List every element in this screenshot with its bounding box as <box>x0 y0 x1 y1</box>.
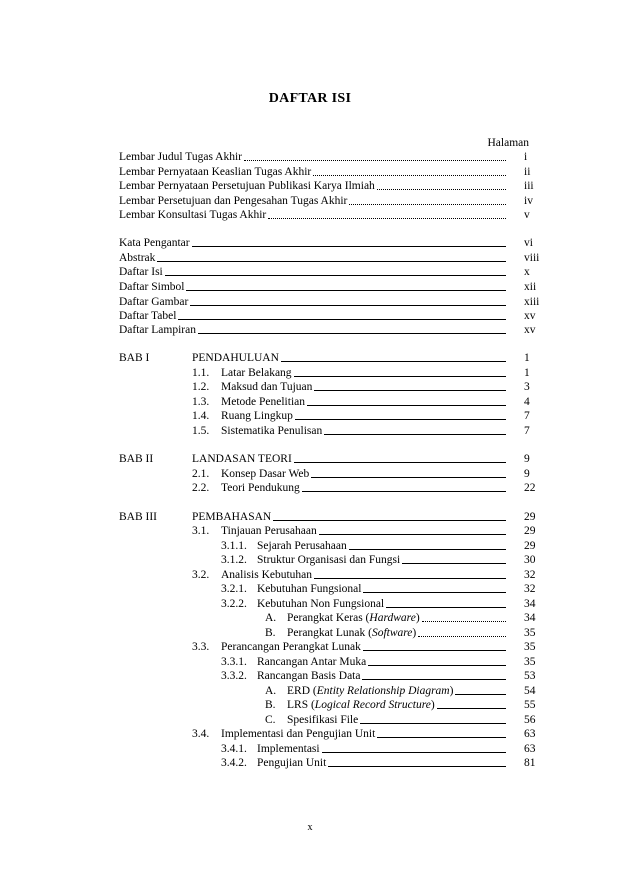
toc-entry-title: Kata Pengantar <box>119 237 190 249</box>
toc-leader-line <box>294 376 506 377</box>
toc-entry-title: Lembar Pernyataan Persetujuan Publikasi Karya Ilmiah <box>119 180 375 192</box>
toc-entry-title: Pengujian Unit <box>257 757 327 769</box>
toc-entry-number: 2.2. <box>192 482 210 494</box>
toc-entry-page: 54 <box>524 685 536 697</box>
toc-entry <box>119 194 533 208</box>
toc-entry-title: Daftar Simbol <box>119 281 185 293</box>
toc-entry <box>119 280 537 294</box>
toc-entry-page: 3 <box>524 381 530 393</box>
toc-entry-number: 3.1. <box>192 525 210 537</box>
toc-entry <box>221 597 536 611</box>
toc-entry <box>192 424 530 438</box>
toc-leader-line <box>268 218 506 219</box>
toc-entry-number: 3.1.2. <box>221 554 247 566</box>
toc-leader-line <box>437 708 506 709</box>
toc-entry-page: vi <box>524 237 533 249</box>
toc-entry-page: 53 <box>524 670 536 682</box>
toc-entry <box>221 655 536 669</box>
toc-entry-title: Teori Pendukung <box>221 482 300 494</box>
toc-entry <box>265 713 536 727</box>
toc-entry-title: Lembar Persetujuan dan Pengesahan Tugas Akhir <box>119 195 348 207</box>
toc-leader-line <box>362 679 506 680</box>
toc-entry-number: A. <box>265 612 277 624</box>
toc-entry <box>192 568 536 582</box>
toc-entry-page: x <box>524 266 530 278</box>
toc-entry-page: 63 <box>524 743 536 755</box>
toc-entry-page: xv <box>524 324 536 336</box>
toc-leader-line <box>273 520 506 521</box>
toc-entry <box>192 467 530 481</box>
toc-entry-number: 3.2.1. <box>221 583 247 595</box>
toc-leader-line <box>314 390 506 391</box>
toc-entry-page: iv <box>524 195 533 207</box>
toc-entry-page: 81 <box>524 757 536 769</box>
toc-entry-title: Kebutuhan Fungsional <box>257 583 362 595</box>
toc-entry-page: xiii <box>524 296 540 308</box>
toc-entry <box>265 611 536 625</box>
toc-entry-page: 9 <box>524 453 530 465</box>
toc-entry-title: Implementasi <box>257 743 320 755</box>
toc-leader-line <box>322 752 506 753</box>
toc-entry-title: Implementasi dan Pengujian Unit <box>221 728 376 740</box>
toc-leader-line <box>307 405 506 406</box>
toc-entry-page: viii <box>524 252 540 264</box>
toc-entry-number: 3.4.2. <box>221 757 247 769</box>
toc-leader-line <box>311 477 506 478</box>
toc-entry-page: 1 <box>524 367 530 379</box>
toc-entry-number: 3.4. <box>192 728 210 740</box>
toc-entry-title: Perangkat Lunak (Software) <box>287 627 417 639</box>
toc-entry <box>192 366 530 380</box>
toc-entry <box>192 380 530 394</box>
toc-entry <box>265 626 536 640</box>
toc-entry-title: Lembar Judul Tugas Akhir <box>119 151 242 163</box>
toc-leader-line <box>178 319 506 320</box>
toc-entry-page: 29 <box>524 525 536 537</box>
toc-entry-title: Rancangan Basis Data <box>257 670 361 682</box>
toc-leader-line <box>349 204 506 205</box>
toc-leader-line <box>360 723 506 724</box>
toc-entry <box>221 756 536 770</box>
toc-entry-title: Latar Belakang <box>221 367 292 379</box>
toc-entry-page: 29 <box>524 511 536 523</box>
toc-entry <box>221 539 536 553</box>
toc-leader-line <box>377 189 506 190</box>
toc-entry <box>192 727 536 741</box>
toc-entry-page: 1 <box>524 352 530 364</box>
toc-entry <box>192 481 536 495</box>
toc-leader-line <box>244 160 506 161</box>
toc-entry <box>119 309 536 323</box>
toc-entry <box>119 236 533 250</box>
toc-leader-line <box>165 275 506 276</box>
toc-entry-title: Ruang Lingkup <box>221 410 293 422</box>
toc-entry-page: 32 <box>524 569 536 581</box>
toc-leader-line <box>314 578 506 579</box>
toc-entry <box>192 395 530 409</box>
toc-entry <box>119 295 540 309</box>
toc-entry-number: 3.3.2. <box>221 670 247 682</box>
toc-entry-number: 3.2. <box>192 569 210 581</box>
page-title: DAFTAR ISI <box>268 91 352 106</box>
toc-entry-title: Konsep Dasar Web <box>221 468 310 480</box>
toc-entry-number: BAB III <box>119 511 158 523</box>
halaman-label: Halaman <box>487 137 529 149</box>
toc-entry-page: 7 <box>524 410 530 422</box>
toc-entry <box>119 510 536 524</box>
toc-leader-line <box>192 246 506 247</box>
toc-entry-number: 3.1.1. <box>221 540 247 552</box>
toc-leader-line <box>368 665 506 666</box>
toc-leader-line <box>302 491 506 492</box>
toc-leader-line <box>377 737 506 738</box>
toc-entry-title: Daftar Lampiran <box>119 324 196 336</box>
toc-leader-line <box>349 549 506 550</box>
toc-leader-line <box>422 621 506 622</box>
toc-entry-title: Perangkat Keras (Hardware) <box>287 612 420 624</box>
toc-entry <box>119 208 530 222</box>
toc-entry-title: Spesifikasi File <box>287 714 359 726</box>
toc-entry <box>221 742 536 756</box>
toc-entry <box>119 351 530 365</box>
toc-entry-page: 34 <box>524 612 536 624</box>
toc-entry <box>192 409 530 423</box>
toc-entry-page: v <box>524 209 530 221</box>
toc-entry-title: PENDAHULUAN <box>192 352 279 364</box>
toc-entry-title: Kebutuhan Non Fungsional <box>257 598 385 610</box>
toc-entry-page: xv <box>524 310 536 322</box>
toc-leader-line <box>281 361 506 362</box>
toc-leader-line <box>386 607 506 608</box>
page-number-footer: x <box>307 822 313 833</box>
toc-entry-page: 35 <box>524 641 536 653</box>
toc-entry-title: Lembar Pernyataan Keaslian Tugas Akhir <box>119 166 312 178</box>
toc-entry-number: C. <box>265 714 276 726</box>
toc-entry-page: i <box>524 151 528 163</box>
toc-entry-page: 35 <box>524 627 536 639</box>
toc-entry-number: 2.1. <box>192 468 210 480</box>
toc-entry-number: B. <box>265 627 276 639</box>
toc-entry-number: 1.5. <box>192 425 210 437</box>
toc-entry-title: Maksud dan Tujuan <box>221 381 313 393</box>
toc-entry-page: 4 <box>524 396 530 408</box>
toc-entry <box>221 553 536 567</box>
toc-entry-page: 7 <box>524 425 530 437</box>
toc-entry-page: 30 <box>524 554 536 566</box>
toc-entry-page: 35 <box>524 656 536 668</box>
toc-entry-number: 3.4.1. <box>221 743 247 755</box>
toc-entry-title: Daftar Tabel <box>119 310 177 322</box>
toc-leader-line <box>294 462 506 463</box>
toc-entry-number: 3.3. <box>192 641 210 653</box>
toc-leader-line <box>157 261 506 262</box>
toc-entry-page: 63 <box>524 728 536 740</box>
toc-entry <box>119 265 530 279</box>
toc-entry-number: B. <box>265 699 276 711</box>
toc-entry <box>192 640 536 654</box>
toc-entry-page: 55 <box>524 699 536 711</box>
toc-leader-line <box>313 175 506 176</box>
toc-entry-number: BAB I <box>119 352 150 364</box>
toc-leader-line <box>295 419 506 420</box>
toc-entry-page: iii <box>524 180 534 192</box>
toc-entry-title: Rancangan Antar Muka <box>257 656 367 668</box>
toc-entry <box>119 251 540 265</box>
toc-entry-title: LANDASAN TEORI <box>192 453 292 465</box>
toc-entry-title: Analisis Kebutuhan <box>221 569 313 581</box>
toc-leader-line <box>455 694 506 695</box>
toc-entry-title: Daftar Isi <box>119 266 163 278</box>
toc-entry-number: 3.2.2. <box>221 598 247 610</box>
toc-entry <box>119 150 528 164</box>
toc-leader-line <box>363 650 506 651</box>
toc-leader-line <box>198 333 506 334</box>
toc-entry <box>119 452 530 466</box>
toc-entry-title: Sejarah Perusahaan <box>257 540 347 552</box>
toc-entry-page: 32 <box>524 583 536 595</box>
toc-leader-line <box>363 592 506 593</box>
toc-entry-title: LRS (Logical Record Structure) <box>287 699 435 711</box>
toc-entry-title: Daftar Gambar <box>119 296 189 308</box>
toc-entry-title: Perancangan Perangkat Lunak <box>221 641 361 653</box>
toc-leader-line <box>186 290 506 291</box>
toc-entry <box>265 698 536 712</box>
toc-entry-number: 1.3. <box>192 396 210 408</box>
toc-leader-line <box>402 563 506 564</box>
toc-entry-number: 1.4. <box>192 410 210 422</box>
toc-leader-line <box>418 636 506 637</box>
toc-entry <box>119 179 534 193</box>
toc-entry-number: A. <box>265 685 277 697</box>
toc-entry-page: 9 <box>524 468 530 480</box>
toc-entry-title: Sistematika Penulisan <box>221 425 323 437</box>
toc-entry <box>221 669 536 683</box>
toc-entry-page: 56 <box>524 714 536 726</box>
toc-entry-number: 3.3.1. <box>221 656 247 668</box>
toc-entry-page: xii <box>524 281 537 293</box>
toc-entry <box>192 524 536 538</box>
toc-entry-title: Lembar Konsultasi Tugas Akhir <box>119 209 267 221</box>
toc-entry-title: Tinjauan Perusahaan <box>221 525 317 537</box>
toc-entry-page: ii <box>524 166 531 178</box>
toc-entry-title: Struktur Organisasi dan Fungsi <box>257 554 401 566</box>
toc-entry-title: PEMBAHASAN <box>192 511 272 523</box>
toc-entry-title: ERD (Entity Relationship Diagram) <box>287 685 454 697</box>
toc-entry <box>265 684 536 698</box>
toc-entry-number: 1.1. <box>192 367 210 379</box>
toc-entry-page: 22 <box>524 482 536 494</box>
toc-entry-title: Metode Penelitian <box>221 396 305 408</box>
toc-entry-page: 34 <box>524 598 536 610</box>
toc-entry-page: 29 <box>524 540 536 552</box>
toc-leader-line <box>328 766 506 767</box>
toc-leader-line <box>324 434 506 435</box>
toc-entry-title: Abstrak <box>119 252 156 264</box>
toc-leader-line <box>319 534 506 535</box>
toc-entry-number: BAB II <box>119 453 154 465</box>
toc-entry-number: 1.2. <box>192 381 210 393</box>
toc-entry <box>221 582 536 596</box>
toc-leader-line <box>190 305 506 306</box>
toc-entry <box>119 323 536 337</box>
toc-entry <box>119 165 531 179</box>
